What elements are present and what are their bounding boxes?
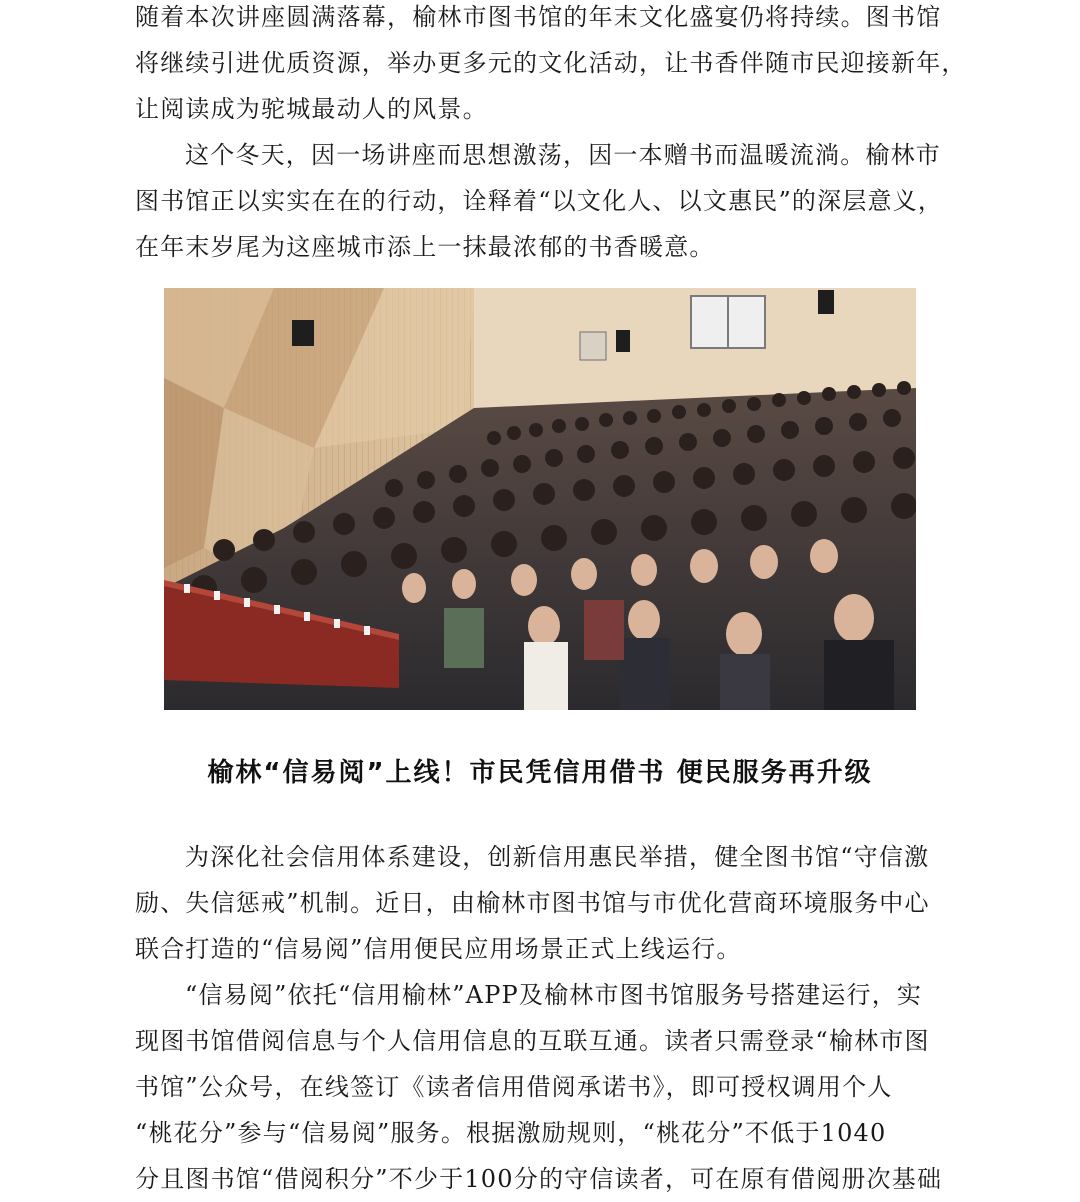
text-line: “信易阅”依托“信用榆林”APP及榆林市图书馆服务号搭建运行，实 — [185, 981, 923, 1009]
text-line: “桃花分”参与“信易阅”服务。根据激励规则，“桃花分”不低于1040 — [135, 1119, 887, 1147]
text-line: 图书馆正以实实在在的行动，诠释着“以文化人、以文惠民”的深层意义， — [135, 187, 944, 215]
text-line: 书馆”公众号，在线签订《读者信用借阅承诺书》，即可授权调用个人 — [135, 1073, 893, 1101]
text-line: 励、失信惩戒”机制。近日，由榆林市图书馆与市优化营商环境服务中心 — [135, 889, 930, 917]
text-line: 让阅读成为驼城最动人的风景。 — [135, 95, 488, 123]
text-line: 这个冬天，因一场讲座而思想激荡，因一本赠书而温暖流淌。榆林市 — [185, 141, 941, 169]
text-line: 在年末岁尾为这座城市添上一抹最浓郁的书香暖意。 — [135, 233, 715, 261]
text-line: 现图书馆借阅信息与个人信用信息的互联互通。读者只需登录“榆林市图 — [135, 1027, 930, 1055]
paragraph-bottom-1 — [135, 834, 957, 972]
paragraph-top-2 — [135, 132, 957, 270]
article-headline: 榆林“信易阅”上线！市民凭信用借书 便民服务再升级 — [207, 758, 873, 788]
auditorium-photo — [164, 288, 916, 710]
text-line: 分且图书馆“借阅积分”不少于100分的守信读者，可在原有借阅册次基础 — [135, 1165, 943, 1193]
paragraph-top-1 — [135, 0, 967, 132]
text-line: 联合打造的“信易阅”信用便民应用场景正式上线运行。 — [135, 935, 742, 963]
text-line: 随着本次讲座圆满落幕，榆林市图书馆的年末文化盛宴仍将持续。图书馆 — [135, 3, 942, 31]
text-line: 将继续引进优质资源，举办更多元的文化活动，让书香伴随市民迎接新年， — [135, 49, 967, 77]
paragraph-bottom-2 — [135, 972, 957, 1202]
text-line: 为深化社会信用体系建设，创新信用惠民举措，健全图书馆“守信激 — [185, 843, 930, 871]
